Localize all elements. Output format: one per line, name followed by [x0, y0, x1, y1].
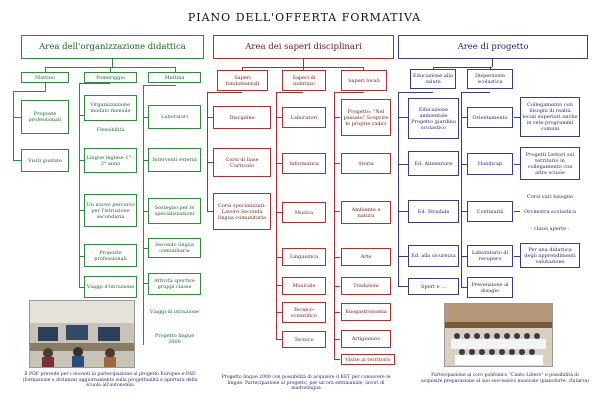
- progetto-ed-alimentare: Ed. Alimentare: [408, 151, 459, 176]
- saperi-ambiente: Ambiente e natura: [341, 201, 391, 224]
- saperi-tecnico-scientifico: Tecnico-scientifico: [282, 302, 326, 323]
- progetto-ed-ambientale: Educazione ambientale Progetto giardino scolastico: [408, 98, 459, 139]
- saperi-informatica: Informatica: [282, 153, 326, 174]
- org-pomeriggio: Pomeriggio: [84, 72, 137, 83]
- org-viaggi-istruzione: Viaggi d'istruzione: [84, 276, 137, 298]
- progetto-lab-recupero: Laboratorio di recupero: [467, 245, 513, 267]
- saperi-tecnico: Tecnico: [282, 331, 326, 348]
- org-proposte-professionali: Proposte professionali: [21, 100, 69, 134]
- saperi-linguistica: Linguistica: [282, 248, 326, 266]
- area-header-organizzazione: Area dell'organizzazione didattica: [21, 35, 204, 59]
- org-modulo-mensile: Organizzazione modulo mensile: [84, 95, 137, 121]
- area-header-saperi: Area dei saperi disciplinari: [213, 35, 394, 59]
- choir-photo: [444, 303, 553, 367]
- progetto-corsi-vari: Corsi vari bisogno: [520, 191, 580, 203]
- org-mattino: Mattino: [21, 72, 69, 83]
- page-title: PIANO DELL'OFFERTA FORMATIVA: [187, 11, 422, 24]
- saperi-discipline: Discipline: [213, 106, 271, 129]
- saperi-enogastronomia: Enogastronomia: [341, 303, 391, 321]
- org-flessibilita: Flessibilità: [84, 124, 137, 135]
- progetto-orchestra: Orchestra scolastica: [520, 206, 580, 218]
- progetto-handicap: Handicap: [467, 153, 513, 175]
- saperi-visite-territorio: Visite al territorio: [341, 354, 395, 365]
- saperi-laboratori: Laboratori: [282, 107, 326, 128]
- saperi-corsi-base: Corsi di base Curricolo: [213, 148, 271, 177]
- org-sostegno: Sostegno per le specializzazioni: [148, 198, 201, 224]
- org-progetto-lingue: Progetto lingue 2000: [148, 328, 201, 350]
- saperi-fondamentali: Saperi fondamentali: [217, 70, 268, 91]
- org-interventi-esterni: Interventi esterni: [148, 148, 201, 172]
- progetto-classi-aperte: - classi aperte -: [520, 223, 580, 235]
- saperi-musica: Musica: [282, 202, 326, 223]
- saperi-musicale: Musicale: [282, 277, 326, 295]
- area-header-progetto: Aree di progetto: [398, 35, 588, 59]
- progetto-ed-sicurezza: Ed. alla sicurezza: [408, 245, 459, 267]
- progetto-lettori: Progetti Lettori sul territorio in collegamento con altre scuole: [520, 147, 580, 180]
- progetto-continuita: Continuità: [467, 201, 513, 222]
- org-proposte-prof-2: Proposte professionali: [84, 244, 137, 267]
- org-seconda-lingua: Secondo lingua comunitaria: [148, 238, 201, 258]
- progetto-orientamento: Orientamento: [467, 107, 513, 128]
- saperi-corsi-specializzati: Corsi specializzati: Lavoro Seconda lingua comunitaria: [213, 193, 271, 230]
- org-mattina: Mattina: [148, 72, 201, 83]
- org-nuovo-percorso: Un nuovo percorso per l'istruzione secondaria: [84, 194, 137, 227]
- progetto-collegamento: Collegamento con bisogni di realtà locali superiori anche in rete programmi comuni: [520, 97, 580, 137]
- progetto-didattica: Per una didattica degli apprendimenti valutazione: [520, 243, 580, 268]
- caption-center: Progetto lingue 2000 con possibilità di acquisire il KET per conoscere le lingue. Partecipazione al progetto, per un'ora settimanale, lavori di madrelingua: [221, 375, 391, 392]
- org-laboratori: Laboratori: [148, 105, 201, 129]
- saperi-tradizioni: Tradizioni: [341, 277, 391, 295]
- progetto-ed-stradale: Ed. Stradale: [408, 200, 459, 223]
- saperi-indirizzo: Saperi di indirizzo: [282, 70, 326, 91]
- saperi-storia: Storia: [341, 153, 391, 174]
- progetto-prevenzione: Prevenzione al disagio: [467, 277, 513, 298]
- saperi-nel-passato: Progetto: "Nel passato" Scoprire le proprie radici: [341, 99, 391, 136]
- org-attivita-sportive: Attività sportive gruppi classe: [148, 273, 201, 295]
- computer-lab-photo: [29, 300, 135, 368]
- progetto-dispersione: Dispersione scolastica: [467, 69, 513, 89]
- progetto-sport: Sport e ...: [408, 278, 459, 295]
- caption-left: Il POF prevede per i docenti la partecipazione al progetto Europeo e-FAD (formazione a distanza) aggiornamento sulla progettualità e apertura della scuola all'autonomia: [22, 372, 198, 389]
- progetto-ed-salute: Educazione alla salute: [410, 69, 456, 89]
- caption-right: Partecipazione al coro polifonico "Canto Libero" e possibilità di acquisire preparazione al suo successivo musicale (pianoforte, chitarra): [421, 373, 589, 384]
- org-lingue-inglese: Lingue inglese 1° - 3° anno: [84, 148, 137, 173]
- saperi-arte: Arte: [341, 248, 391, 266]
- saperi-locali: Saperi locali: [341, 70, 387, 91]
- org-viaggi-istruzione-2: Viaggi di istruzione: [148, 303, 201, 320]
- org-visite-guidate: Visiti guidate: [21, 149, 69, 172]
- saperi-artigianato: Artigianato: [341, 330, 391, 348]
